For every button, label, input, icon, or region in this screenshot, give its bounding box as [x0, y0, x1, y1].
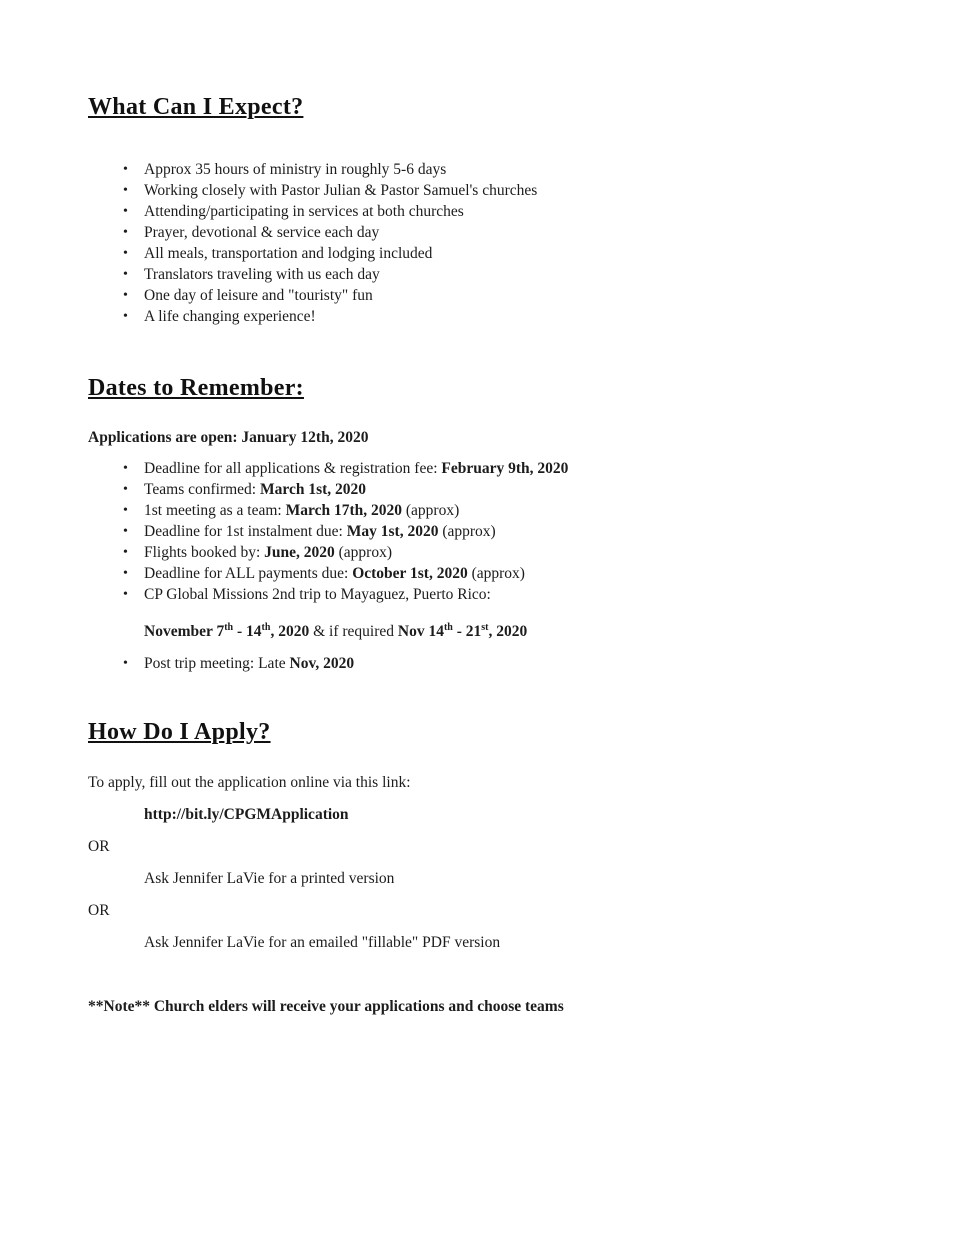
- list-item: [88, 563, 876, 584]
- list-item: [88, 542, 876, 563]
- list-item: • One day of leisure and "touristy" fun: [88, 285, 876, 306]
- date-suffix: (approx): [467, 565, 525, 582]
- apply-option-pdf: Ask Jennifer LaVie for an emailed "fillable" PDF version: [144, 934, 501, 952]
- list-item: • Translators traveling with us each day: [88, 264, 876, 285]
- date-value: March 1st, 2020: [260, 481, 367, 498]
- ordinal-suffix: st: [481, 622, 489, 633]
- date-label: Teams confirmed:: [144, 481, 260, 498]
- date-suffix: (approx): [402, 502, 460, 519]
- list-item: • All meals, transportation and lodging included: [88, 243, 876, 264]
- list-item: • Attending/participating in services at both churches: [88, 201, 876, 222]
- date-label: CP Global Missions 2nd trip to Mayaguez, Puerto Rico:: [144, 586, 491, 603]
- trip-date-segment: November 7: [144, 623, 225, 641]
- trip-date-segment: - 21: [452, 623, 482, 641]
- trip-date-segment: , 2020: [270, 623, 310, 641]
- trip-date-segment: - 14: [233, 623, 262, 641]
- date-label: Post trip meeting: Late: [144, 655, 290, 673]
- or-separator: OR: [88, 902, 110, 920]
- application-link[interactable]: http://bit.ly/CPGMApplication: [144, 806, 349, 824]
- apply-option-printed: Ask Jennifer LaVie for a printed version: [144, 870, 395, 888]
- trip-date-connector: & if required: [309, 623, 398, 641]
- section-title-dates: Dates to Remember:: [88, 375, 304, 401]
- ordinal-suffix: th: [224, 622, 234, 633]
- date-value: March 17th, 2020: [285, 502, 403, 519]
- section-title-expect: What Can I Expect?: [88, 94, 304, 120]
- ordinal-suffix: th: [261, 622, 271, 633]
- date-value: Nov, 2020: [289, 655, 355, 673]
- list-item: • Working closely with Pastor Julian & Pastor Samuel's churches: [88, 180, 876, 201]
- ordinal-suffix: th: [443, 622, 453, 633]
- date-value: October 1st, 2020: [352, 565, 468, 582]
- applications-open-line: Applications are open: January 12th, 2020: [88, 429, 369, 446]
- list-item: [88, 458, 876, 479]
- trip-dates-line: [144, 617, 876, 642]
- date-label: Flights booked by:: [144, 544, 265, 561]
- apply-intro: To apply, fill out the application online via this link:: [88, 774, 411, 792]
- date-label: 1st meeting as a team:: [144, 502, 286, 519]
- note-line: **Note** Church elders will receive your applications and choose teams: [88, 998, 564, 1016]
- list-item: [88, 479, 876, 500]
- list-item: [88, 521, 876, 542]
- date-label: Deadline for 1st instalment due:: [144, 523, 347, 540]
- date-value: May 1st, 2020: [346, 523, 439, 540]
- date-label: Deadline for all applications & registration fee:: [144, 460, 442, 477]
- or-separator: OR: [88, 838, 110, 856]
- trip-date-segment: , 2020: [488, 623, 528, 641]
- date-label: Deadline for ALL payments due:: [144, 565, 353, 582]
- list-item: [88, 653, 876, 674]
- section-title-apply: How Do I Apply?: [88, 719, 271, 746]
- dates-list: [88, 458, 876, 605]
- trip-date-segment: Nov 14: [397, 623, 444, 641]
- expect-list: [88, 159, 876, 327]
- date-value: February 9th, 2020: [441, 460, 569, 477]
- date-suffix: (approx): [438, 523, 496, 540]
- list-item: • Prayer, devotional & service each day: [88, 222, 876, 243]
- list-item: [88, 584, 876, 605]
- post-trip-list: [88, 653, 876, 674]
- date-value: June, 2020: [264, 544, 335, 561]
- list-item: • A life changing experience!: [88, 306, 876, 327]
- list-item: • Approx 35 hours of ministry in roughly 5-6 days: [88, 159, 876, 180]
- date-suffix: (approx): [334, 544, 393, 561]
- list-item: [88, 500, 876, 521]
